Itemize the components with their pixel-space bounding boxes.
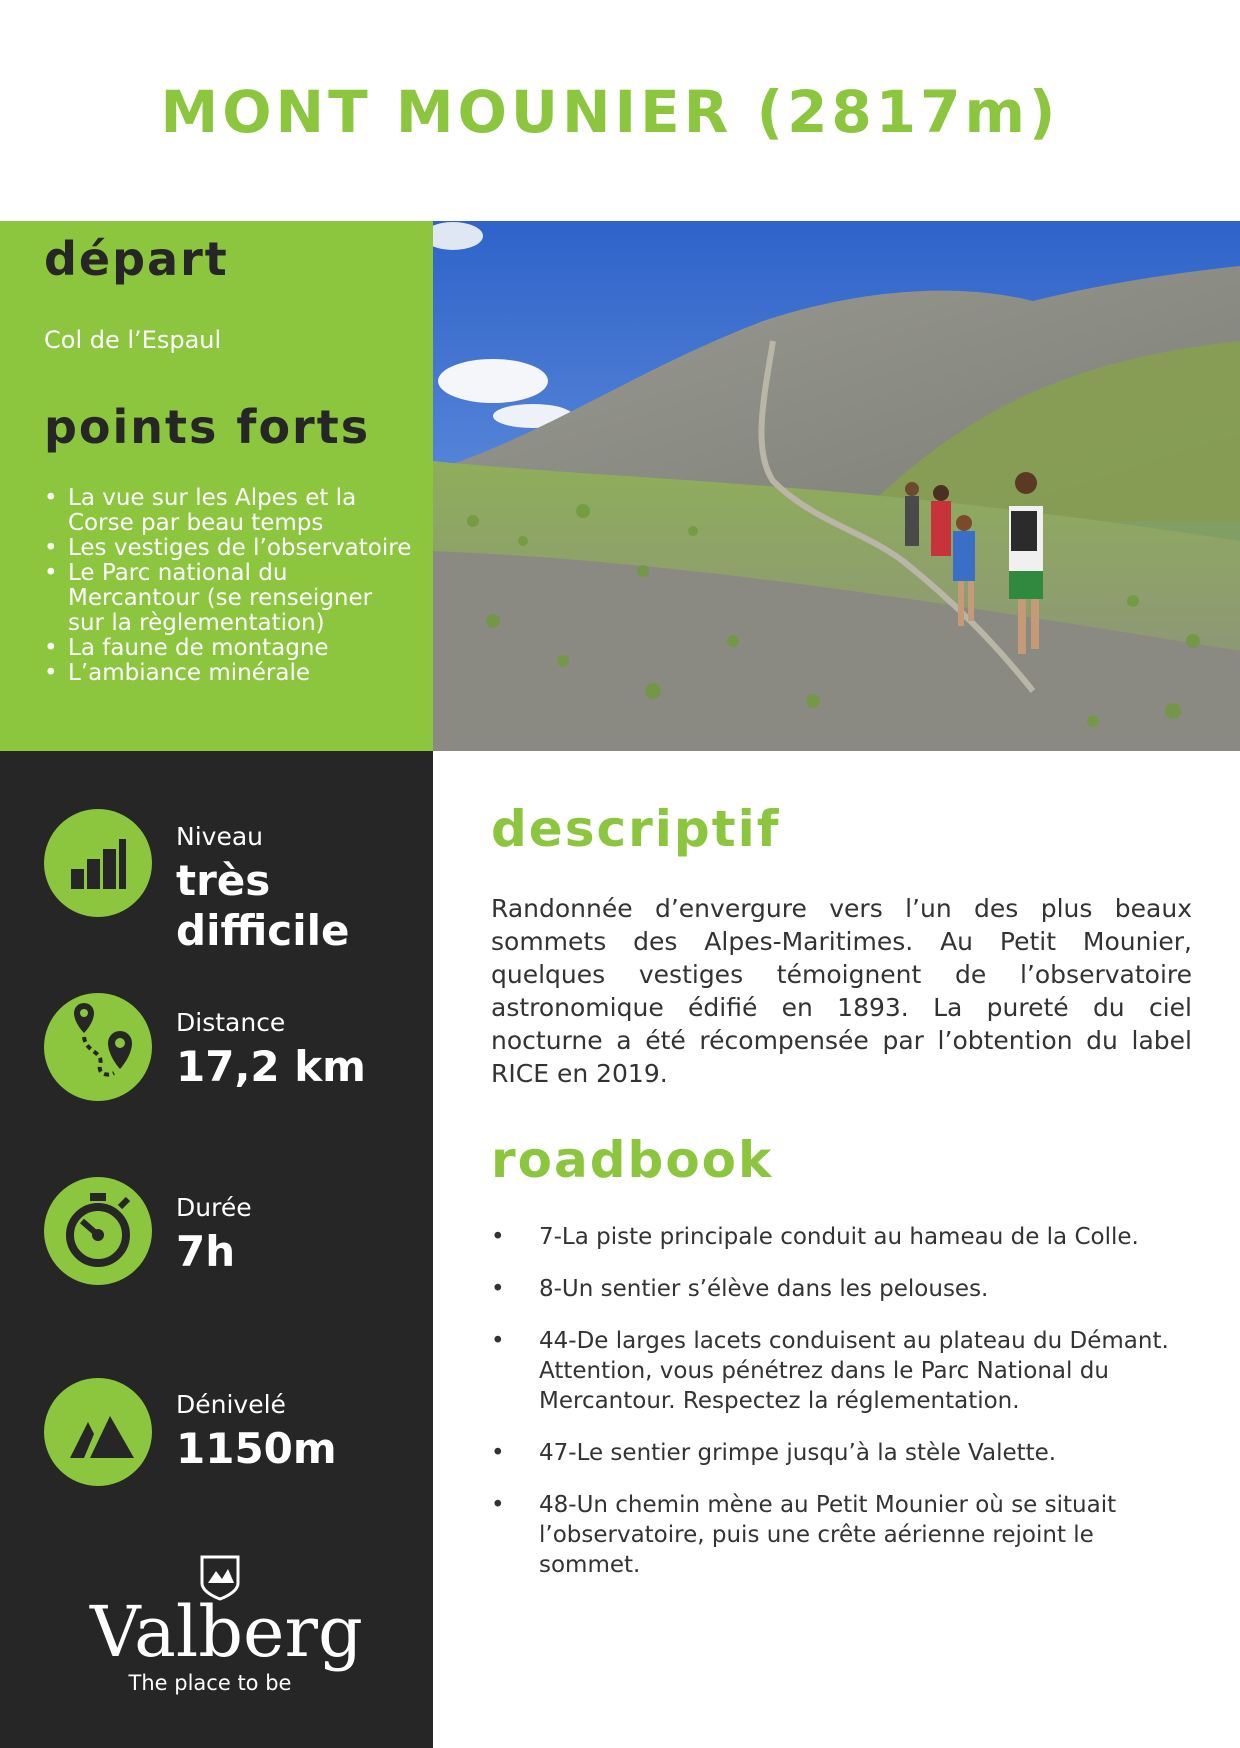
- hero-photo: [433, 221, 1240, 751]
- stat-value-denivele: 1150m: [176, 1424, 337, 1473]
- logo-name: Valberg: [90, 1591, 363, 1673]
- list-item: • 44-De larges lacets conduisent au plateau du Démant. Attention, vous pénétrez dans le Parc National du Mercantour. Respectez la réglementation.: [491, 1326, 1191, 1416]
- mountain-icon: [44, 1378, 152, 1486]
- logo-tagline: The place to be: [128, 1671, 292, 1695]
- list-item: • La faune de montagne: [44, 636, 414, 661]
- stat-value-distance: 17,2 km: [176, 1042, 366, 1091]
- stat-label-distance: Distance: [176, 1008, 286, 1037]
- descriptif-text: Randonnée d’envergure vers l’un des plus beaux sommets des Alpes-Maritimes. Au Petit Mounier, quelques vestiges témoignent de l’observatoire astronomique édifié en 1893. La pureté du ciel nocturne a été récompensée par l’obtention du label RICE en 2019.: [491, 894, 1192, 1088]
- points-forts-heading: points forts: [44, 400, 371, 454]
- descriptif-heading: descriptif: [491, 800, 781, 858]
- stopwatch-icon: [44, 1177, 152, 1285]
- list-item: • Le Parc national du Mercantour (se renseigner sur la règlementation): [44, 561, 414, 636]
- list-item: • 7-La piste principale conduit au hameau de la Colle.: [491, 1222, 1191, 1252]
- bar-chart-icon: [44, 809, 152, 917]
- list-item: • 48-Un chemin mène au Petit Mounier où se situait l’observatoire, puis une crête aérienne rejoint le sommet.: [491, 1490, 1191, 1580]
- stat-value-duree: 7h: [176, 1227, 236, 1276]
- list-item: • L’ambiance minérale: [44, 661, 414, 686]
- route-pins-icon: [44, 993, 152, 1101]
- list-item: • La vue sur les Alpes et la Corse par beau temps: [44, 486, 414, 536]
- page-title: MONT MOUNIER (2817m): [160, 78, 1060, 146]
- stat-label-niveau: Niveau: [176, 822, 263, 851]
- depart-value: Col de l’Espaul: [44, 326, 222, 354]
- roadbook-list: [491, 1222, 1191, 1602]
- list-item: • 8-Un sentier s’élève dans les pelouses.: [491, 1274, 1191, 1304]
- stat-label-duree: Durée: [176, 1193, 252, 1222]
- list-item: • Les vestiges de l’observatoire: [44, 536, 414, 561]
- points-forts-list: [44, 486, 414, 686]
- stat-label-denivele: Dénivelé: [176, 1390, 286, 1419]
- valberg-logo: [90, 1553, 363, 1695]
- list-item: • 47-Le sentier grimpe jusqu’à la stèle Valette.: [491, 1438, 1191, 1468]
- depart-heading: départ: [44, 232, 229, 286]
- stat-value-niveau: très difficile: [176, 856, 350, 955]
- roadbook-heading: roadbook: [491, 1131, 774, 1189]
